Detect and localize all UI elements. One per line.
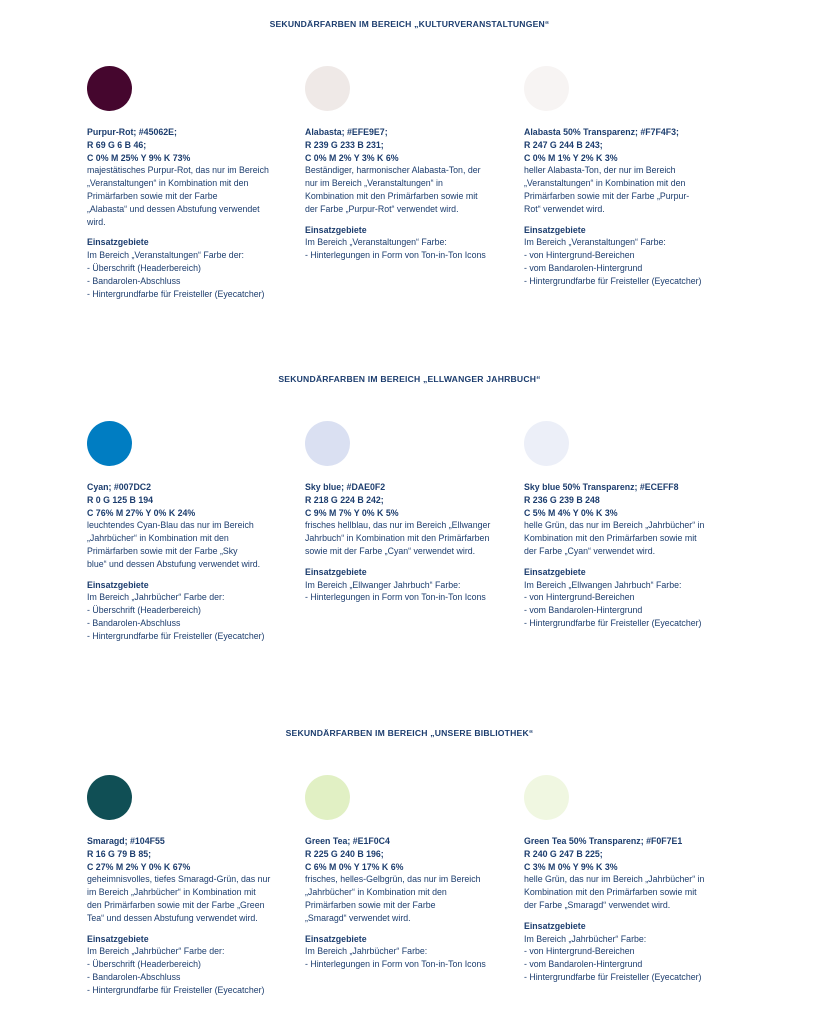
color-swatch [87, 421, 132, 466]
color-cmyk: C 0% M 1% Y 2% K 3% [524, 152, 618, 163]
description-line: der Farbe „Cyan“ verwendet wird. [524, 545, 656, 556]
usage-heading: Einsatzgebiete [524, 224, 586, 235]
usage-line: - Hintergrundfarbe für Freisteller (Eyecatcher) [87, 984, 265, 995]
usage-heading: Einsatzgebiete [524, 566, 586, 577]
usage-line: Im Bereich „Jahrbücher“ Farbe der: [87, 946, 225, 957]
description-line: Kombination mit den Primärfarben sowie mit [524, 533, 697, 544]
usage-line: Im Bereich „Jahrbücher“ Farbe: [305, 946, 428, 957]
description-line: frisches hellblau, das nur im Bereich „Ellwanger [305, 520, 491, 531]
usage-heading: Einsatzgebiete [87, 237, 149, 248]
usage-line: - Überschrift (Headerbereich) [87, 959, 201, 970]
color-name: Purpur-Rot; #45062E; [87, 127, 177, 137]
color-rgb: R 239 G 233 B 231; [305, 139, 384, 150]
color-info [87, 481, 297, 643]
usage-line: - von Hintergrund-Bereichen [524, 946, 635, 957]
usage-line: Im Bereich „Ellwangen Jahrbuch“ Farbe: [524, 579, 682, 590]
color-swatch [524, 421, 569, 466]
description-line: „Alabasta“ und dessen Abstufung verwendet [87, 203, 260, 214]
color-name: Green Tea; #E1F0C4 [305, 836, 390, 846]
usage-line: - Hintergrundfarbe für Freisteller (Eyecatcher) [524, 971, 702, 982]
usage-heading: Einsatzgebiete [305, 566, 367, 577]
color-swatch [305, 66, 350, 111]
color-info [305, 126, 515, 262]
description-line: der Farbe „Purpur-Rot“ verwendet wird. [305, 203, 459, 214]
color-name: Smaragd; #104F55 [87, 836, 165, 846]
color-info [305, 481, 515, 604]
usage-line: - Hintergrundfarbe für Freisteller (Eyecatcher) [524, 617, 702, 628]
description-line: „Veranstaltungen“ in Kombination mit den [524, 178, 686, 189]
description-line: leuchtendes Cyan-Blau das nur im Bereich [87, 520, 254, 531]
color-cmyk: C 3% M 0% Y 9% K 3% [524, 861, 618, 872]
usage-line: Im Bereich „Ellwanger Jahrbuch“ Farbe: [305, 579, 461, 590]
color-rgb: R 247 G 244 B 243; [524, 139, 603, 150]
section-title: SEKUNDÄRFARBEN IM BEREICH „ELLWANGER JAHRBUCH“ [278, 374, 541, 384]
usage-line: Im Bereich „Veranstaltungen“ Farbe: [524, 237, 666, 248]
color-swatch [87, 66, 132, 111]
usage-line: Im Bereich „Veranstaltungen“ Farbe der: [87, 250, 244, 261]
color-rgb: R 218 G 224 B 242; [305, 494, 384, 505]
usage-line: - von Hintergrund-Bereichen [524, 592, 635, 603]
description-line: Primärfarben sowie mit der Farbe [305, 899, 436, 910]
color-swatch [524, 775, 569, 820]
color-info [524, 126, 734, 288]
color-description [305, 519, 515, 557]
color-description [305, 164, 515, 215]
description-line: nur im Bereich „Veranstaltungen“ in [305, 178, 443, 189]
color-description [87, 873, 297, 924]
color-rgb: R 240 G 247 B 225; [524, 848, 603, 859]
color-description [524, 519, 734, 557]
description-line: „Veranstaltungen“ in Kombination mit den [87, 178, 249, 189]
usage-line: - von Hintergrund-Bereichen [524, 250, 635, 261]
usage-line: - vom Bandarolen-Hintergrund [524, 959, 643, 970]
description-line: Primärfarben sowie mit der Farbe „Purpur- [524, 190, 690, 201]
color-description [524, 164, 734, 215]
color-name: Cyan; #007DC2 [87, 482, 152, 492]
description-line: den Primärfarben sowie mit der Farbe „Green [87, 899, 265, 910]
usage-heading: Einsatzgebiete [87, 933, 149, 944]
color-cmyk: C 5% M 4% Y 0% K 3% [524, 507, 618, 518]
description-line: majestätisches Purpur-Rot, das nur im Bereich [87, 165, 269, 176]
color-swatch [305, 775, 350, 820]
description-line: Tea“ und dessen Abstufung verwendet wird. [87, 912, 258, 923]
color-description [305, 873, 515, 924]
color-cmyk: C 0% M 2% Y 3% K 6% [305, 152, 399, 163]
color-cmyk: C 9% M 7% Y 0% K 5% [305, 507, 399, 518]
description-line: geheimnisvolles, tiefes Smaragd-Grün, das nur [87, 874, 271, 885]
description-line: wird. [87, 216, 106, 227]
description-line: „Jahrbücher“ in Kombination mit den [87, 533, 229, 544]
description-line: heller Alabasta-Ton, der nur im Bereich [524, 165, 676, 176]
usage-line: - Hintergrundfarbe für Freisteller (Eyecatcher) [87, 630, 265, 641]
description-line: helle Grün, das nur im Bereich „Jahrbücher“ in [524, 520, 705, 531]
color-description [524, 873, 734, 911]
usage-heading: Einsatzgebiete [305, 224, 367, 235]
description-line: helle Grün, das nur im Bereich „Jahrbücher“ in [524, 874, 705, 885]
usage-line: - Bandarolen-Abschluss [87, 275, 181, 286]
color-name: Green Tea 50% Transparenz; #F0F7E1 [524, 836, 683, 846]
description-line: „Smaragd“ verwendet wird. [305, 912, 411, 923]
usage-line: - Überschrift (Headerbereich) [87, 605, 201, 616]
color-cmyk: C 76% M 27% Y 0% K 24% [87, 507, 196, 518]
color-swatch [524, 66, 569, 111]
usage-line: - Bandarolen-Abschluss [87, 617, 181, 628]
color-rgb: R 236 G 239 B 248 [524, 494, 600, 505]
color-name: Sky blue; #DAE0F2 [305, 482, 386, 492]
description-line: frisches, helles-Gelbgrün, das nur im Bereich [305, 874, 481, 885]
description-line: Rot“ verwendet wird. [524, 203, 605, 214]
description-line: Kombination mit den Primärfarben sowie mit [305, 190, 478, 201]
color-name: Alabasta 50% Transparenz; #F7F4F3; [524, 127, 679, 137]
usage-heading: Einsatzgebiete [305, 933, 367, 944]
usage-line: Im Bereich „Jahrbücher“ Farbe: [524, 933, 647, 944]
description-line: im Bereich „Jahrbücher“ in Kombination mit [87, 887, 256, 898]
color-rgb: R 0 G 125 B 194 [87, 494, 154, 505]
color-description [87, 164, 297, 228]
color-cmyk: C 6% M 0% Y 17% K 6% [305, 861, 404, 872]
color-info [87, 126, 297, 300]
color-description [87, 519, 297, 570]
color-cmyk: C 27% M 2% Y 0% K 67% [87, 861, 191, 872]
usage-line: - Hinterlegungen in Form von Ton-in-Ton Icons [305, 959, 486, 970]
description-line: Beständiger, harmonischer Alabasta-Ton, der [305, 165, 481, 176]
color-name: Sky blue 50% Transparenz; #ECEFF8 [524, 482, 679, 492]
usage-line: - Hinterlegungen in Form von Ton-in-Ton Icons [305, 250, 486, 261]
description-line: Jahrbuch“ in Kombination mit den Primärfarben [305, 533, 490, 544]
color-cmyk: C 0% M 25% Y 9% K 73% [87, 152, 191, 163]
color-info [524, 835, 734, 984]
description-line: Primärfarben sowie mit der Farbe „Sky [87, 545, 238, 556]
usage-line: - Hintergrundfarbe für Freisteller (Eyecatcher) [87, 288, 265, 299]
description-line: blue“ und dessen Abstufung verwendet wird. [87, 558, 261, 569]
usage-line: - Hinterlegungen in Form von Ton-in-Ton Icons [305, 592, 486, 603]
description-line: „Jahrbücher“ in Kombination mit den [305, 887, 447, 898]
color-swatch [305, 421, 350, 466]
color-rgb: R 16 G 79 B 85; [87, 848, 152, 859]
description-line: Kombination mit den Primärfarben sowie mit [524, 887, 697, 898]
color-swatch [87, 775, 132, 820]
color-name: Alabasta; #EFE9E7; [305, 127, 388, 137]
color-info [305, 835, 515, 971]
usage-line: Im Bereich „Jahrbücher“ Farbe der: [87, 592, 225, 603]
usage-heading: Einsatzgebiete [87, 579, 149, 590]
description-line: der Farbe „Smaragd“ verwendet wird. [524, 899, 671, 910]
section-title: SEKUNDÄRFARBEN IM BEREICH „KULTURVERANSTALTUNGEN“ [269, 19, 550, 29]
description-line: Primärfarben sowie mit der Farbe [87, 190, 218, 201]
section-title: SEKUNDÄRFARBEN IM BEREICH „UNSERE BIBLIOTHEK“ [285, 728, 534, 738]
usage-line: - vom Bandarolen-Hintergrund [524, 605, 643, 616]
usage-heading: Einsatzgebiete [524, 920, 586, 931]
usage-line: - Überschrift (Headerbereich) [87, 262, 201, 273]
usage-line: - Hintergrundfarbe für Freisteller (Eyecatcher) [524, 275, 702, 286]
usage-line: - Bandarolen-Abschluss [87, 971, 181, 982]
color-info [524, 481, 734, 630]
color-rgb: R 69 G 6 B 46; [87, 139, 147, 150]
color-info [87, 835, 297, 997]
description-line: sowie mit der Farbe „Cyan“ verwendet wird. [305, 545, 476, 556]
usage-line: Im Bereich „Veranstaltungen“ Farbe: [305, 237, 447, 248]
color-rgb: R 225 G 240 B 196; [305, 848, 384, 859]
usage-line: - vom Bandarolen-Hintergrund [524, 262, 643, 273]
